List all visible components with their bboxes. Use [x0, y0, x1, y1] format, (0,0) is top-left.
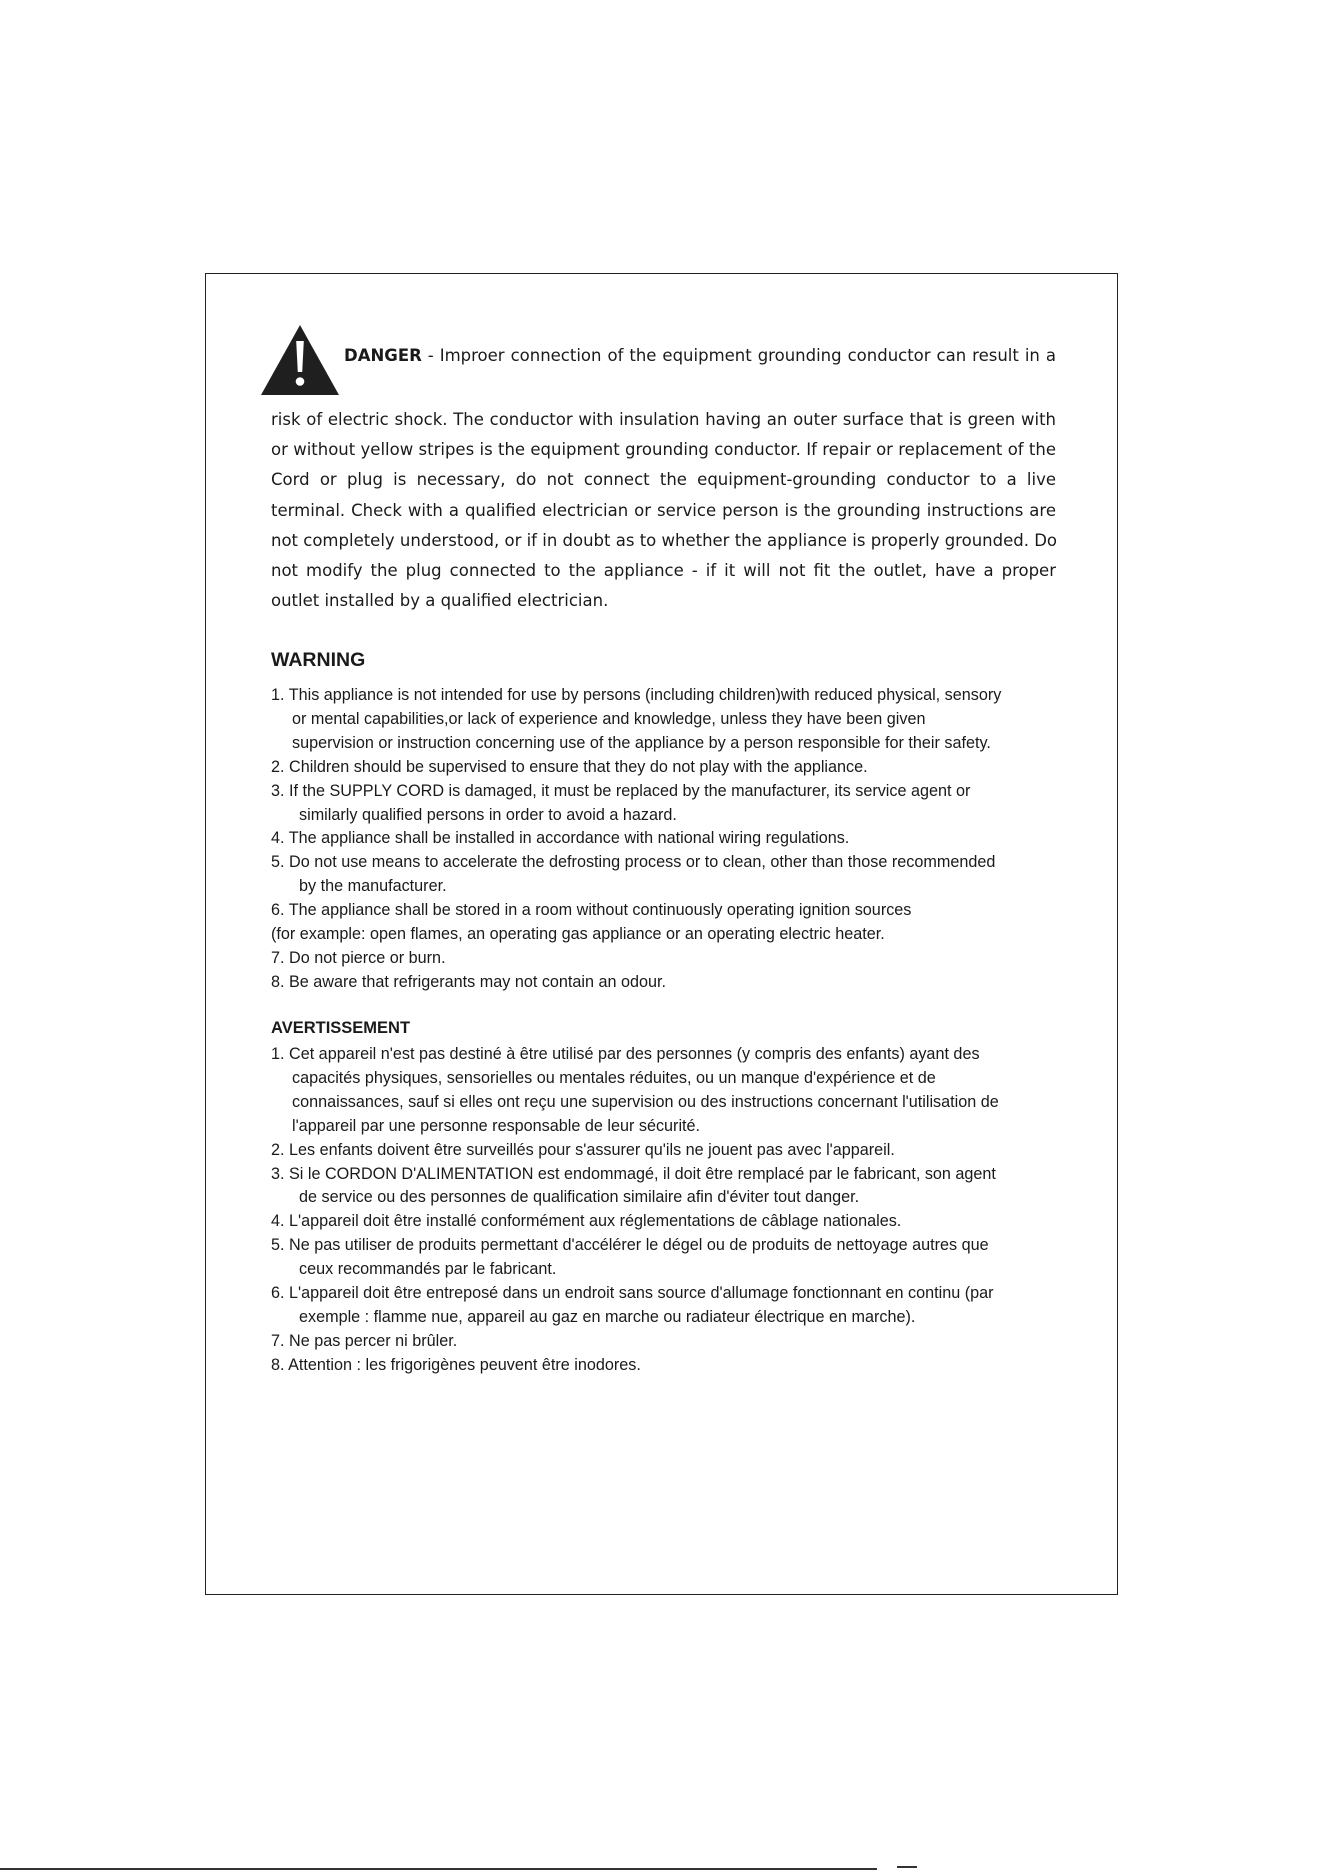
- warning-triangle-icon: [261, 325, 339, 395]
- footer-mark: [897, 1866, 917, 1868]
- footer-rule: [0, 1868, 877, 1870]
- list-item-continuation: ceux recommandés par le fabricant.: [299, 1260, 557, 1279]
- list-item-continuation: l'appareil par une personne responsable de leur sécurité.: [292, 1116, 701, 1135]
- avertissement-list: [271, 1043, 1076, 1378]
- list-item: 6. L'appareil doit être entreposé dans un endroit sans source d'allumage fonctionnant en continu (par: [271, 1284, 994, 1303]
- list-item: 6. The appliance shall be stored in a room without continuously operating ignition sources: [271, 901, 912, 920]
- list-item: 7. Do not pierce or burn.: [271, 948, 446, 967]
- danger-line: not completely understood, or if in doubt as to whether the appliance is properly grounded. Do: [271, 530, 1058, 550]
- list-item: 5. Do not use means to accelerate the defrosting process or to clean, other than those recommended: [271, 853, 996, 872]
- list-item-continuation: or mental capabilities,or lack of experience and knowledge, unless they have been given: [292, 709, 926, 728]
- list-item-continuation: capacités physiques, sensorielles ou mentales réduites, ou un manque d'expérience et de: [292, 1068, 936, 1087]
- list-item: 3. Si le CORDON D'ALIMENTATION est endommagé, il doit être remplacé par le fabricant, son agent: [271, 1164, 996, 1183]
- list-item: 5. Ne pas utiliser de produits permettant d'accélérer le dégel ou de produits de nettoyage autres que: [271, 1236, 989, 1255]
- list-item: 4. The appliance shall be installed in accordance with national wiring regulations.: [271, 829, 850, 848]
- list-item: (for example: open flames, an operating gas appliance or an operating electric heater.: [271, 925, 885, 944]
- list-item-continuation: supervision or instruction concerning use of the appliance by a person responsible for their safety.: [292, 733, 991, 752]
- list-item: 8. Attention : les frigorigènes peuvent être inodores.: [271, 1355, 641, 1374]
- list-item-continuation: exemple : flamme nue, appareil au gaz en marche ou radiateur électrique en marche).: [299, 1307, 916, 1326]
- list-item: 7. Ne pas percer ni brûler.: [271, 1331, 458, 1350]
- list-item: 1. This appliance is not intended for use by persons (including children)with reduced physical, sensory: [271, 686, 1002, 704]
- list-item-continuation: connaissances, sauf si elles ont reçu une supervision ou des instructions concernant l'utilisation de: [292, 1092, 999, 1111]
- list-item-continuation: by the manufacturer.: [299, 877, 447, 896]
- list-item: 8. Be aware that refrigerants may not contain an odour.: [271, 972, 667, 991]
- danger-first-line: [344, 346, 1056, 365]
- danger-line: risk of electric shock. The conductor with insulation having an outer surface that is green with: [271, 410, 1056, 429]
- list-item: 2. Children should be supervised to ensure that they do not play with the appliance.: [271, 757, 868, 776]
- list-item: 1. Cet appareil n'est pas destiné à être utilisé par des personnes (y compris des enfants) ayant des: [271, 1045, 980, 1063]
- danger-line: outlet installed by a qualified electrician.: [271, 591, 609, 611]
- danger-first-line-text: - Improer connection of the equipment grounding conductor can result in a: [421, 346, 1056, 365]
- list-item-continuation: de service ou des personnes de qualification similaire afin d'éviter tout danger.: [299, 1188, 860, 1207]
- warning-heading: WARNING: [271, 649, 366, 671]
- danger-line: terminal. Check with a qualified electrician or service person is the grounding instructions are: [271, 500, 1056, 520]
- avertissement-heading: AVERTISSEMENT: [271, 1019, 411, 1037]
- list-item: 4. L'appareil doit être installé conformément aux réglementations de câblage nationales.: [271, 1212, 902, 1231]
- danger-line: or without yellow stripes is the equipment grounding conductor. If repair or replacement of the: [271, 440, 1056, 460]
- list-item: 3. If the SUPPLY CORD is damaged, it must be replaced by the manufacturer, its service agent or: [271, 781, 971, 800]
- warning-list: [271, 684, 1076, 995]
- danger-keyword: DANGER: [344, 346, 422, 365]
- danger-line: not modify the plug connected to the appliance - if it will not fit the outlet, have a proper: [271, 561, 1056, 581]
- danger-paragraph: [271, 405, 1056, 616]
- danger-line: Cord or plug is necessary, do not connect the equipment-grounding conductor to a live: [271, 470, 1056, 490]
- list-item: 2. Les enfants doivent être surveillés pour s'assurer qu'ils ne jouent pas avec l'appareil.: [271, 1140, 895, 1159]
- list-item-continuation: similarly qualified persons in order to avoid a hazard.: [299, 805, 677, 824]
